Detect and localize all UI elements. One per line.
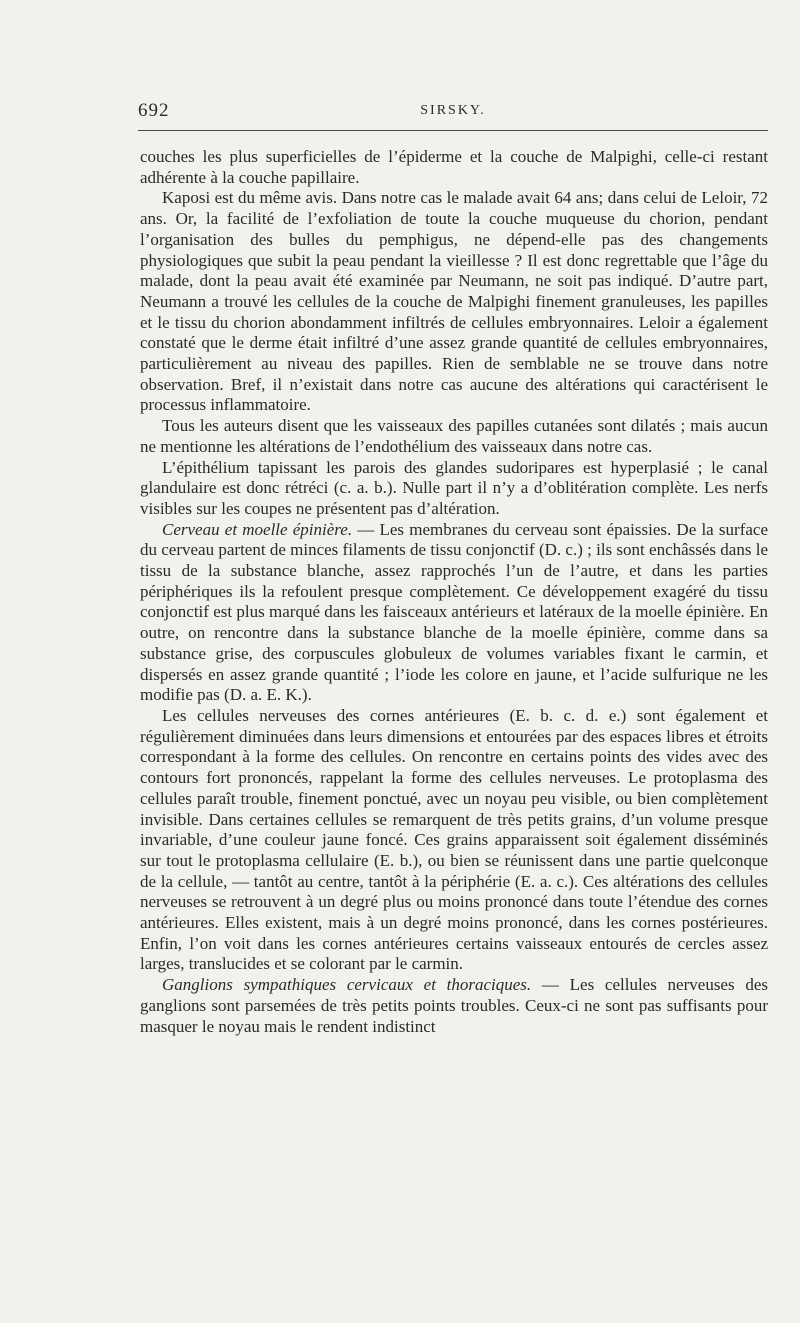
paragraph-6: Les cellules nerveuses des cornes antérieures (E. b. c. d. e.) sont également et régulièrement diminuées dans leurs dimensions et entourées par des espaces libres et étroits correspondant à la forme des cellules. On rencontre en certains points des vides avec des contours fort prononcés, rappelant la forme des cellules nerveuses. Le protoplasma des cellules paraît trouble, finement ponctué, avec un noyau peu visible, ou bien complètement invisible. Dans certaines cellules se remarquent de très petits grains, d’un volume presque invariable, d’une couleur jaune foncé. Ces grains apparaissent soit également disséminés sur tout le protoplasma cellulaire (E. b.), ou bien se réunissent dans une partie quelconque de la cellule, — tantôt au centre, tantôt à la périphérie (E. a. c.). Ces altérations des cellules nerveuses se retrouvent à un degré plus ou moins prononcé dans toute l’étendue des cornes antérieures. Elles existent, mais à un degré moins prononcé, dans les cornes postérieures. Enfin, l’on voit dans les cornes antérieures certains vaisseaux entourés de cercles assez larges, translucides et se colorant par le carmin. <box>140 705 768 974</box>
running-head: SIRSKY. <box>420 103 486 118</box>
page-header <box>138 100 768 128</box>
paragraph-4: L’épithélium tapissant les parois des glandes sudoripares est hyperplasié ; le canal glandulaire est donc rétréci (c. a. b.). Nulle part il n’y a d’oblitération complète. Les nerfs visibles sur les coupes ne présentent pas d’altération. <box>140 457 768 518</box>
paragraph-7 <box>140 975 768 1037</box>
paragraph-3: Tous les auteurs disent que les vaisseaux des papilles cutanées sont dilatés ; mais aucun ne mentionne les altérations de l’endothélium des vaisseaux dans notre cas. <box>140 416 768 456</box>
paragraph-1: couches les plus superficielles de l’épiderme et la couche de Malpighi, celle-ci restant adhérente à la couche papillaire. <box>140 147 768 187</box>
section-heading-cerveau: Cerveau et moelle épinière. <box>162 519 353 539</box>
header-rule <box>138 130 768 131</box>
paragraph-5-text: — Les membranes du cerveau sont épaissies. De la surface du cerveau partent de minces filaments de tissu conjonctif (D. c.) ; ils sont enchâssés dans le tissu de la substance blanche, assez rapprochés l’un de l’autre, et dans les parties périphériques ils la refoulent presque complètement. Ce développement exagéré du tissu conjonctif est plus marqué dans les faisceaux antérieurs et latéraux de la moelle épinière. En outre, on rencontre dans la substance blanche de la moelle épinière, comme dans sa substance grise, des corpuscules globuleux de volumes variables fixant le carmin, et dispersés en assez grande quantité ; l’iode les colore en jaune, et l’acide sulfurique ne les modifie pas (D. a. E. K.). <box>140 519 768 705</box>
body-text <box>140 147 768 1037</box>
paragraph-2: Kaposi est du même avis. Dans notre cas le malade avait 64 ans; dans celui de Leloir, 72 ans. Or, la facilité de l’exfoliation de toute la couche muqueuse du chorion, pendant l’organisation des bulles du pemphigus, ne dépend-elle pas des changements physiologiques que subit la peau pendant la vieillesse ? Il est donc regrettable que l’âge du malade, dont la peau avait été examinée par Neumann, ne soit pas indiqué. D’autre part, Neumann a trouvé les cellules de la couche de Malpighi finement granuleuses, les papilles et le tissu du chorion abondamment infiltrés de cellules embryonnaires. Leloir a également constaté que le derme était infiltré d’une assez grande quantité de cellules embryonnaires, particulièrement au niveau des papilles. Rien de semblable ne se trouve dans notre observation. Bref, il n’existait dans notre cas aucune des altérations qui caractérisent le processus inflammatoire. <box>140 188 768 415</box>
section-heading-ganglions: Ganglions sympathiques cervicaux et thoraciques. <box>162 975 532 995</box>
paragraph-5 <box>140 520 768 706</box>
paragraph-7-text: — Les cellules nerveuses des ganglions sont parsemées de très petits points troubles. Ceux-ci ne sont pas suffisants pour masquer le noyau mais le rendent indistinct <box>140 975 768 1036</box>
page-number: 692 <box>138 100 170 121</box>
